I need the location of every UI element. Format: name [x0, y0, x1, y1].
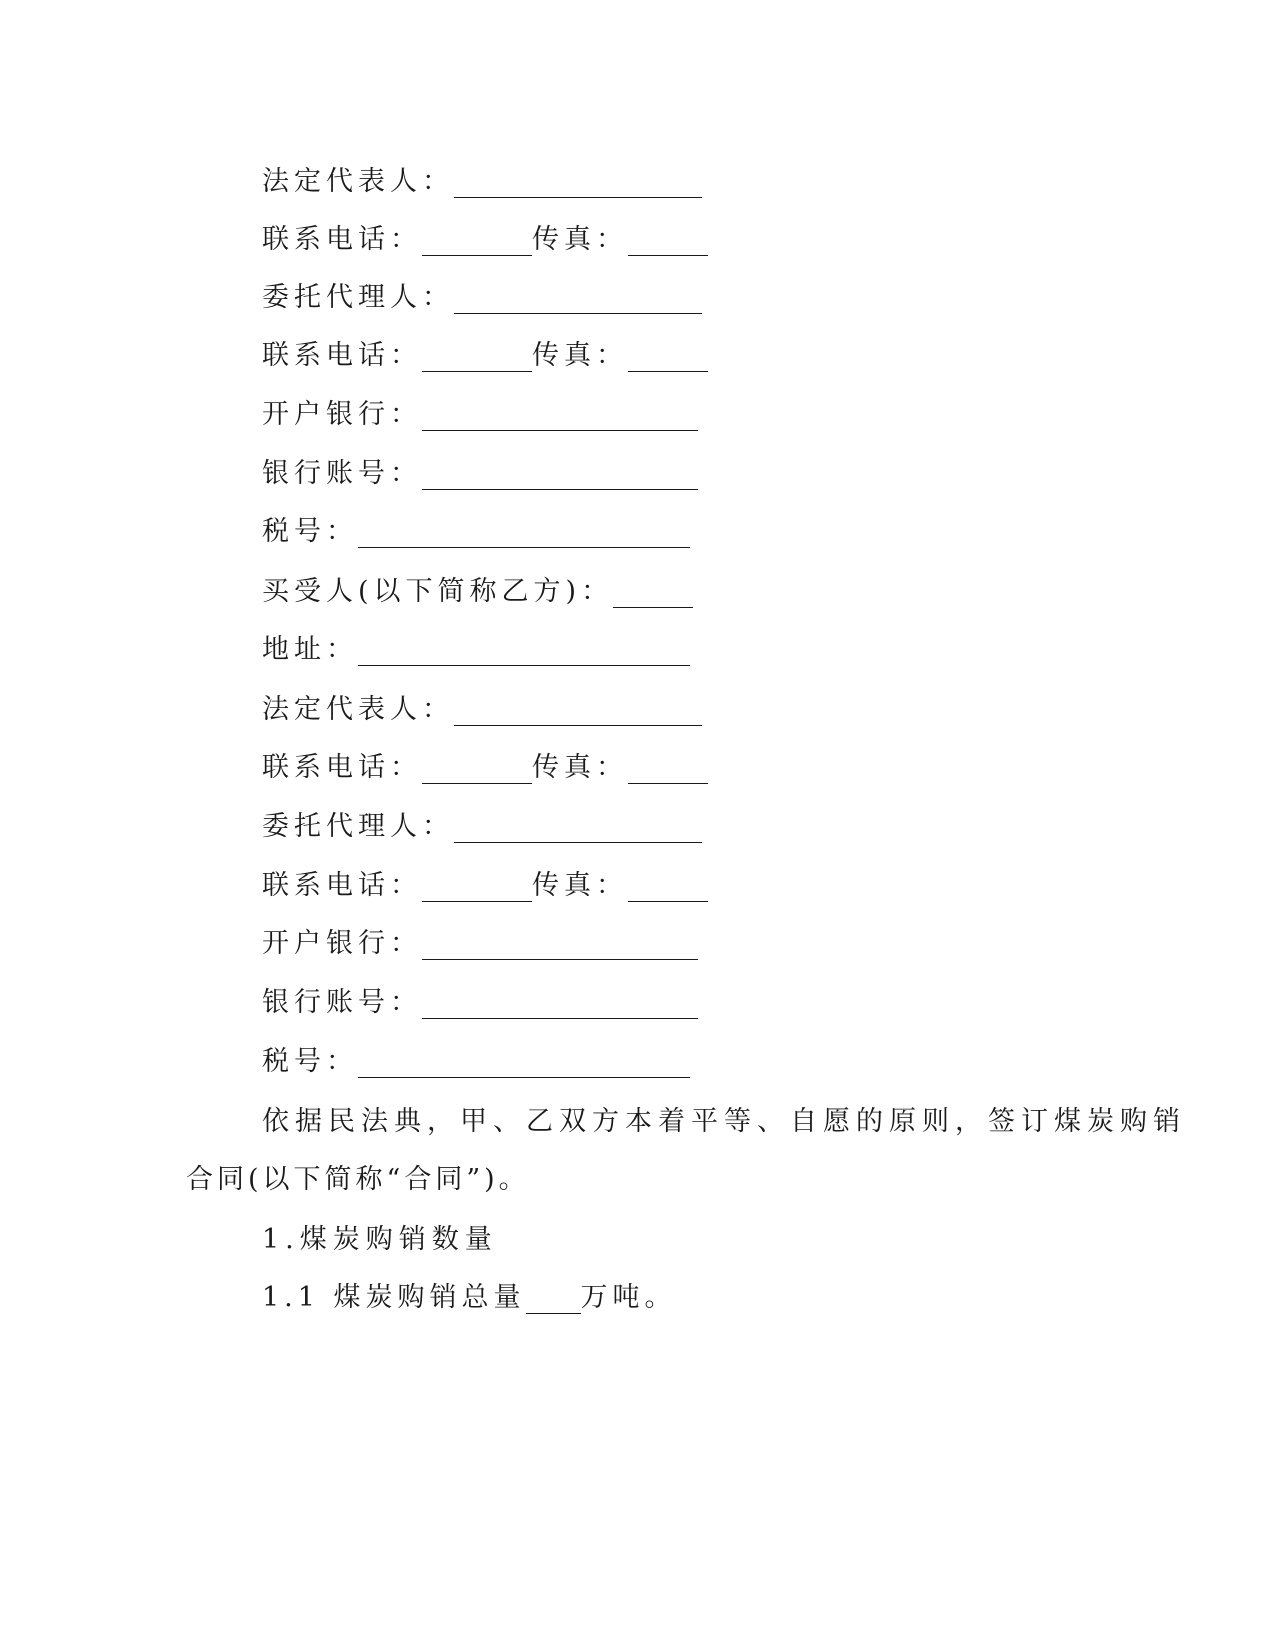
- phone-blank[interactable]: [422, 757, 532, 784]
- bank-label: 开户银行：: [262, 399, 422, 430]
- buyer-account-row: [262, 983, 698, 1023]
- item-prefix: 1.1 煤炭购销总量: [262, 1282, 526, 1313]
- tax-label: 税号：: [262, 1046, 358, 1077]
- phone-blank[interactable]: [422, 345, 532, 372]
- seller-tax-row: [262, 512, 690, 552]
- legal-rep-blank[interactable]: [454, 171, 702, 198]
- seller-phone-row-2: [262, 336, 708, 376]
- bank-blank[interactable]: [422, 404, 698, 431]
- bank-label: 开户银行：: [262, 928, 422, 959]
- buyer-blank[interactable]: [613, 581, 693, 608]
- address-label: 地址：: [262, 634, 358, 665]
- tax-blank[interactable]: [358, 521, 690, 548]
- legal-rep-label: 法定代表人：: [262, 694, 454, 725]
- phone-label: 联系电话：: [262, 752, 422, 783]
- section-1-item-1: [262, 1278, 677, 1318]
- phone-blank[interactable]: [422, 229, 532, 256]
- agent-blank[interactable]: [454, 816, 702, 843]
- fax-label: 传真：: [532, 752, 628, 783]
- fax-label: 传真：: [532, 340, 628, 371]
- buyer-phone-row-2: [262, 866, 708, 906]
- agent-label: 委托代理人：: [262, 811, 454, 842]
- seller-account-row: [262, 454, 698, 494]
- bank-blank[interactable]: [422, 933, 698, 960]
- buyer-bank-row: [262, 924, 698, 964]
- agent-blank[interactable]: [454, 287, 702, 314]
- legal-rep-blank[interactable]: [454, 699, 702, 726]
- fax-label: 传真：: [532, 224, 628, 255]
- phone-label: 联系电话：: [262, 870, 422, 901]
- fax-blank[interactable]: [628, 875, 708, 902]
- seller-phone-row-1: [262, 220, 708, 260]
- buyer-label: 买受人(以下简称乙方)：: [262, 576, 614, 607]
- buyer-address-row: [262, 630, 690, 670]
- buyer-name-row: [262, 572, 693, 612]
- buyer-legal-rep-row: [262, 690, 702, 730]
- buyer-phone-row-1: [262, 748, 708, 788]
- item-suffix: 万吨。: [580, 1282, 677, 1313]
- fax-blank[interactable]: [628, 757, 708, 784]
- agent-label: 委托代理人：: [262, 282, 454, 313]
- seller-legal-rep-row: [262, 162, 702, 202]
- fax-label: 传真：: [532, 870, 628, 901]
- seller-agent-row: [262, 278, 702, 318]
- intro-line-1: 依据民法典，甲、乙双方本着平等、自愿的原则，签订煤炭购销: [262, 1106, 1186, 1137]
- fax-blank[interactable]: [628, 229, 708, 256]
- buyer-agent-row: [262, 807, 702, 847]
- phone-label: 联系电话：: [262, 340, 422, 371]
- legal-rep-label: 法定代表人：: [262, 166, 454, 197]
- seller-bank-row: [262, 395, 698, 435]
- tax-label: 税号：: [262, 516, 358, 547]
- tax-blank[interactable]: [358, 1051, 690, 1078]
- fax-blank[interactable]: [628, 345, 708, 372]
- account-blank[interactable]: [422, 992, 698, 1019]
- address-blank[interactable]: [358, 639, 690, 666]
- phone-blank[interactable]: [422, 875, 532, 902]
- section-1-heading: 1.煤炭购销数量: [262, 1224, 498, 1255]
- phone-label: 联系电话：: [262, 224, 422, 255]
- account-label: 银行账号：: [262, 987, 422, 1018]
- intro-line-2: 合同(以下简称“合同”)。: [186, 1164, 530, 1195]
- account-label: 银行账号：: [262, 458, 422, 489]
- account-blank[interactable]: [422, 463, 698, 490]
- quantity-blank[interactable]: [526, 1287, 581, 1314]
- buyer-tax-row: [262, 1042, 690, 1082]
